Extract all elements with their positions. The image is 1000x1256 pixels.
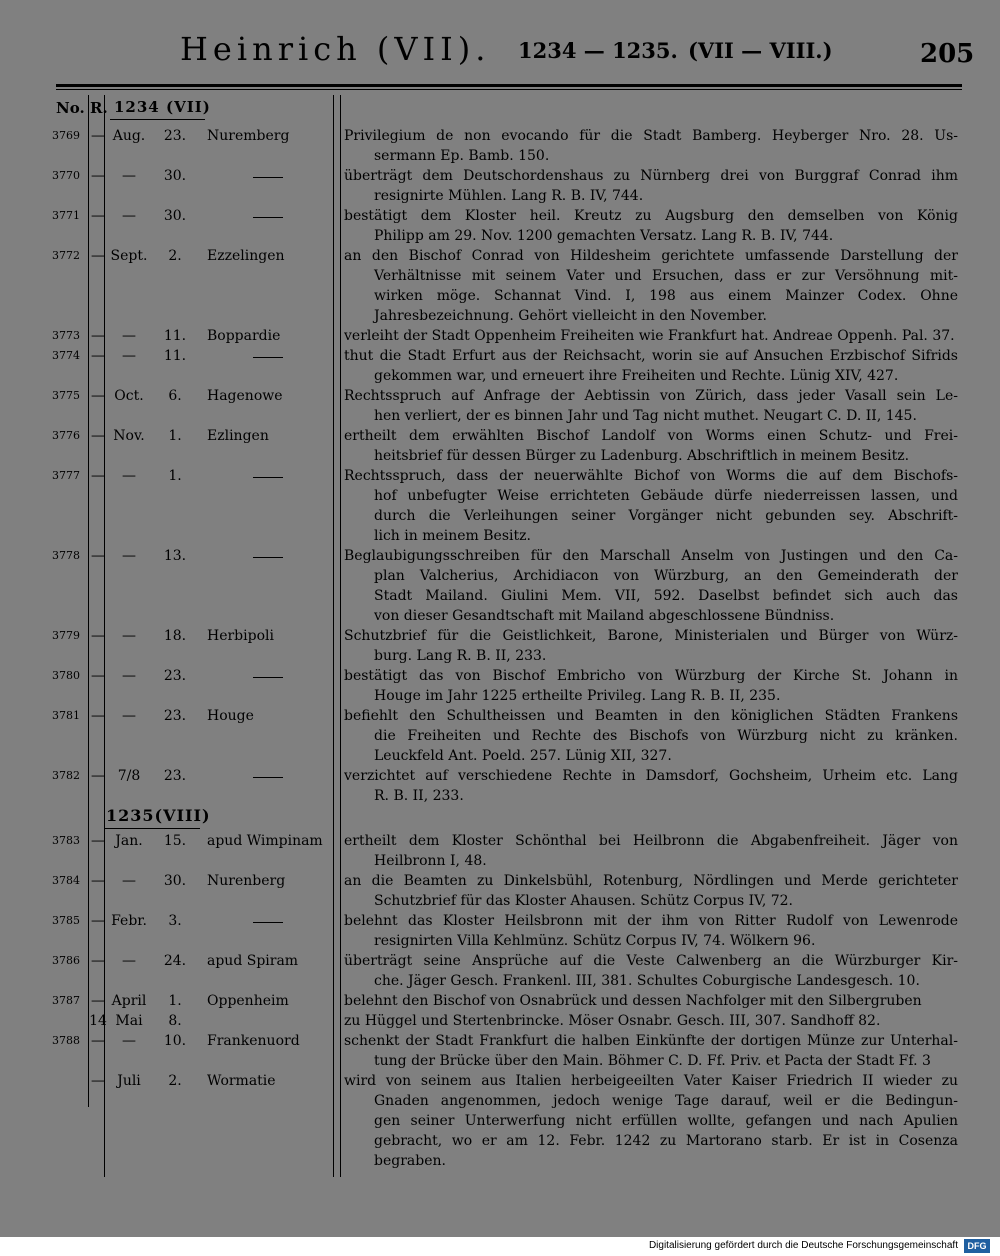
entry-text: [344, 166, 958, 206]
entry-month: Febr.: [111, 913, 147, 929]
entry-place: Ezzelingen: [207, 248, 285, 264]
entry-text-line: Stadt Mailand. Giulini Mem. VII, 592. Daselbst befindet sich auch das: [374, 588, 958, 604]
entry-day: 23.: [163, 708, 187, 724]
entry-text-line: an die Beamten zu Dinkelsbühl, Rotenburg, Nördlingen und Merde gerichteter: [344, 873, 958, 889]
entry-number: 3777: [52, 469, 80, 482]
entry-day: 23.: [163, 668, 187, 684]
entry-text-line: Heilbronn I, 48.: [374, 853, 487, 869]
entry-text: [344, 386, 958, 426]
entry-month: Oct.: [114, 388, 144, 404]
entry-day: 15.: [163, 833, 187, 849]
entry-number: 3786: [52, 954, 80, 967]
ditto-dash: [253, 357, 283, 358]
entry-text: [344, 346, 958, 386]
entry-text-line: Houge im Jahr 1225 ertheilte Privileg. Lang R. B. II, 235.: [374, 688, 781, 704]
entry-text: [344, 626, 958, 666]
entry-month: April: [111, 993, 147, 1009]
entry-text-line: überträgt seine Ansprüche auf die Veste Calwenberg an die Würzburger Kir-: [344, 953, 958, 969]
header-years: 1234 — 1235.: [518, 38, 678, 63]
entry-r-mark: —: [91, 833, 105, 849]
entry-text-line: begraben.: [374, 1153, 446, 1169]
entry-number: 3782: [52, 769, 80, 782]
entry-day: 8.: [168, 1013, 182, 1029]
column-header-r: R.: [90, 99, 108, 117]
entry-day: 2.: [168, 1073, 182, 1089]
entry-number: 3775: [52, 389, 80, 402]
entry-r-mark: —: [91, 208, 105, 224]
entry-month: —: [122, 668, 136, 684]
entry-text-line: zu Hüggel und Stertenbrincke. Möser Osnabr. Gesch. III, 307. Sandhoff 82.: [344, 1013, 881, 1029]
entry-text-line: resignirte Mühlen. Lang R. B. IV, 744.: [374, 188, 644, 204]
entry-number: 3788: [52, 1034, 80, 1047]
entry-day: 11.: [163, 328, 187, 344]
entry-text-line: Verhältnisse mit seinem Vater und Ersuchen, dass er zur Versöhnung mit-: [374, 268, 958, 284]
entry-day: 1.: [168, 428, 182, 444]
entry-text-line: Rechtsspruch, dass der neuerwählte Bichof von Worms die auf dem Bischofs-: [344, 468, 958, 484]
entry-text-line: durch die Verleihungen seiner Vorgänger nicht gebunden sey. Abschrift-: [374, 508, 958, 524]
entry-number: 3772: [52, 249, 80, 262]
entry-text-line: bestätigt das von Bischof Embricho von Würzburg der Kirche St. Johann in: [344, 668, 958, 684]
entry-place: Wormatie: [207, 1073, 276, 1089]
entry-text-line: sermann Ep. Bamb. 150.: [374, 148, 550, 164]
entry-text: [344, 871, 958, 911]
entry-text-line: hof unbefugter Weise errichteten Gebäude dürfe niederreissen lassen, und: [374, 488, 958, 504]
entry-day: 1.: [168, 468, 182, 484]
entry-day: 23.: [163, 768, 187, 784]
entry-text: [344, 911, 958, 951]
entry-number: 3774: [52, 349, 80, 362]
entry-r-mark: —: [91, 248, 105, 264]
ditto-dash: [253, 557, 283, 558]
entry-text-line: Gnaden angenommen, jedoch wenige Tage darauf, weil er die Bedingun-: [374, 1093, 958, 1109]
entry-day: 23.: [163, 128, 187, 144]
entry-place: Nurenberg: [207, 873, 286, 889]
ditto-dash: [253, 922, 283, 923]
entry-month: —: [122, 1033, 136, 1049]
entry-r-mark: —: [91, 328, 105, 344]
entry-text-line: heitsbrief für dessen Bürger zu Ladenburg. Abschriftlich in meinem Besitz.: [374, 448, 910, 464]
entry-text-line: gekommen war, und erneuert ihre Freiheiten und Rechte. Lünig XIV, 427.: [374, 368, 899, 384]
entry-text-line: Schutzbrief für das Kloster Ahausen. Schütz Corpus IV, 72.: [374, 893, 794, 909]
entry-text: [344, 831, 958, 871]
entry-text-line: Schutzbrief für die Geistlichkeit, Barone, Ministerialen und Bürger von Würz-: [344, 628, 958, 644]
entry-day: 30.: [163, 168, 187, 184]
entry-text-line: resignirten Villa Kehlmünz. Schütz Corpus IV, 74. Wölkern 96.: [374, 933, 816, 949]
column-line-text: [340, 95, 341, 1177]
header-reign: (VII — VIII.): [688, 38, 833, 63]
entry-text-line: von dieser Gesandtschaft mit Mailand abgeschlossene Bündniss.: [374, 608, 835, 624]
entry-place: Boppardie: [207, 328, 281, 344]
entry-month: Mai: [115, 1013, 143, 1029]
entry-place: apud Wimpinam: [207, 833, 323, 849]
entry-r-mark: —: [91, 913, 105, 929]
entry-number: 3780: [52, 669, 80, 682]
entry-text: [344, 706, 958, 766]
entry-number: 3785: [52, 914, 80, 927]
entry-month: —: [122, 328, 136, 344]
entry-r-mark: —: [91, 388, 105, 404]
entry-text-line: tung der Brücke über den Main. Böhmer C. D. Ff. Priv. et Pacta der Stadt Ff. 3: [374, 1053, 931, 1069]
entry-text: [344, 546, 958, 626]
header-name: Heinrich (VII).: [180, 30, 491, 68]
entry-place: Nuremberg: [207, 128, 290, 144]
entry-text-line: bestätigt dem Kloster heil. Kreutz zu Augsburg den demselben von König: [344, 208, 958, 224]
entry-number: 3783: [52, 834, 80, 847]
entry-text: [344, 991, 958, 1011]
ditto-dash: [253, 777, 283, 778]
entry-place: Oppenheim: [207, 993, 289, 1009]
entry-month: —: [122, 548, 136, 564]
page-header: [0, 30, 1000, 74]
entry-text-line: lich in meinem Besitz.: [374, 528, 531, 544]
entry-month: Jan.: [115, 833, 143, 849]
entry-text-line: ertheilt dem erwählten Bischof Landolf von Worms einen Schutz- und Frei-: [344, 428, 958, 444]
entry-text-line: verleiht der Stadt Oppenheim Freiheiten wie Frankfurt hat. Andreae Oppenh. Pal. 37.: [344, 328, 955, 344]
entry-text-line: Philipp am 29. Nov. 1200 gemachten Versatz. Lang R. B. IV, 744.: [374, 228, 834, 244]
entry-month: Nov.: [113, 428, 145, 444]
entry-r-mark: 14: [89, 1013, 107, 1029]
entry-day: 18.: [163, 628, 187, 644]
entry-place: Ezlingen: [207, 428, 269, 444]
entry-r-mark: —: [91, 548, 105, 564]
ditto-dash: [253, 177, 283, 178]
header-rule: [56, 84, 962, 87]
entry-month: —: [122, 468, 136, 484]
entry-r-mark: —: [91, 348, 105, 364]
entry-text-line: verzichtet auf verschiedene Rechte in Damsdorf, Gochsheim, Urheim etc. Lang: [344, 768, 958, 784]
entry-r-mark: —: [91, 1033, 105, 1049]
entry-text: [344, 326, 958, 346]
entry-text-line: ertheilt dem Kloster Schönthal bei Heilbronn die Abgabenfreiheit. Jäger von: [344, 833, 958, 849]
entry-number: 3769: [52, 129, 80, 142]
entry-r-mark: —: [91, 953, 105, 969]
ditto-dash: [253, 677, 283, 678]
entry-day: 13.: [163, 548, 187, 564]
entry-number: 3779: [52, 629, 80, 642]
entry-r-mark: —: [91, 1073, 105, 1089]
entry-text: [344, 766, 958, 806]
dfg-logo: DFG: [964, 1239, 990, 1253]
year-underline: [110, 119, 205, 120]
entry-text-line: Beglaubigungsschreiben für den Marschall Anselm von Justingen und den Ca-: [344, 548, 958, 564]
year-heading-1235: 1235(VIII): [106, 806, 211, 825]
entry-text-line: thut die Stadt Erfurt aus der Reichsacht, worin sie auf Ansuchen Erzbischof Sifrids: [344, 348, 958, 364]
entry-day: 24.: [163, 953, 187, 969]
entry-day: 30.: [163, 208, 187, 224]
entry-place: apud Spiram: [207, 953, 299, 969]
entry-text-line: überträgt dem Deutschordenshaus zu Nürnberg drei von Burggraf Conrad ihm: [344, 168, 958, 184]
entry-text-line: schenkt der Stadt Frankfurt die halben Einkünfte der dortigen Münze zur Unterhal-: [344, 1033, 958, 1049]
entry-text-line: an den Bischof Conrad von Hildesheim gerichtete umfassende Darstellung der: [344, 248, 958, 264]
entry-month: —: [122, 628, 136, 644]
entry-text: [344, 206, 958, 246]
entry-month: —: [122, 168, 136, 184]
entry-text-line: R. B. II, 233.: [374, 788, 464, 804]
entry-text-line: Leuckfeld Ant. Poeld. 257. Lünig XII, 327.: [374, 748, 672, 764]
entry-place: Frankenuord: [207, 1033, 300, 1049]
entry-r-mark: —: [91, 628, 105, 644]
entry-r-mark: —: [91, 768, 105, 784]
entry-r-mark: —: [91, 708, 105, 724]
ditto-dash: [253, 477, 283, 478]
entry-r-mark: —: [91, 428, 105, 444]
entry-day: 3.: [168, 913, 182, 929]
entry-text-line: Jahresbezeichnung. Gehört vielleicht in den November.: [374, 308, 767, 324]
entry-text: [344, 126, 958, 166]
entry-text-line: Privilegium de non evocando für die Stadt Bamberg. Heyberger Nro. 28. Us-: [344, 128, 958, 144]
column-header-no: No.: [56, 99, 85, 117]
entry-number: 3773: [52, 329, 80, 342]
entry-text-line: belehnt den Bischof von Osnabrück und dessen Nachfolger mit den Silbergruben: [344, 993, 922, 1009]
entry-day: 1.: [168, 993, 182, 1009]
entry-number: 3787: [52, 994, 80, 1007]
entry-r-mark: —: [91, 468, 105, 484]
entry-month: Sept.: [110, 248, 148, 264]
entry-text-line: wirken möge. Schannat Vind. I, 198 aus einem Mainzer Codex. Ohne: [374, 288, 958, 304]
entry-day: 30.: [163, 873, 187, 889]
entry-number: 3784: [52, 874, 80, 887]
footer-text: Digitalisierung gefördert durch die Deutsche Forschungsgemeinschaft: [648, 1240, 958, 1251]
entry-text-line: die Freiheiten und Rechte des Bischofs von Würzburg nicht zu kränken.: [374, 728, 958, 744]
entry-text-line: che. Jäger Gesch. Frankenl. III, 381. Schultes Coburgische Landesgesch. 10.: [374, 973, 920, 989]
entry-text-line: burg. Lang R. B. II, 233.: [374, 648, 547, 664]
entry-text-line: hen verliert, der es binnen Jahr und Tag nicht muthet. Neugart C. D. II, 145.: [374, 408, 917, 424]
entry-text: [344, 246, 958, 326]
entry-text-line: befiehlt den Schultheissen und Beamten in den königlichen Städten Frankens: [344, 708, 958, 724]
entry-month: Aug.: [112, 128, 146, 144]
entry-place: Hagenowe: [207, 388, 283, 404]
entry-month: 7/8: [117, 768, 141, 784]
entry-r-mark: —: [91, 128, 105, 144]
page-number: 205: [920, 39, 975, 69]
entry-text-line: wird von seinem aus Italien herbeigeeilten Vater Kaiser Friedrich II wieder zu: [344, 1073, 958, 1089]
entry-place: Houge: [207, 708, 254, 724]
entry-text-line: belehnt das Kloster Heilsbronn mit der ihm von Ritter Rudolf von Lewenrode: [344, 913, 958, 929]
entry-month: —: [122, 348, 136, 364]
entry-r-mark: —: [91, 993, 105, 1009]
entry-r-mark: —: [91, 873, 105, 889]
entry-place: Herbipoli: [207, 628, 274, 644]
entry-text: [344, 426, 958, 466]
year-heading-1234: 1234 (VII): [114, 98, 211, 116]
entry-number: 3771: [52, 209, 80, 222]
entry-month: —: [122, 873, 136, 889]
entry-number: 3781: [52, 709, 80, 722]
entry-r-mark: —: [91, 168, 105, 184]
entry-text: [344, 1031, 958, 1071]
column-line-place: [333, 95, 334, 1177]
year-underline: [104, 828, 200, 829]
entry-text: [344, 1011, 958, 1031]
ditto-dash: [253, 217, 283, 218]
entry-day: 2.: [168, 248, 182, 264]
entry-text-line: Rechtsspruch auf Anfrage der Aebtissin von Zürich, dass jeder Vasall sein Le-: [344, 388, 958, 404]
entry-day: 6.: [168, 388, 182, 404]
footer: [0, 1237, 1000, 1256]
entry-month: Juli: [117, 1073, 141, 1089]
entry-text: [344, 1071, 958, 1171]
entry-month: —: [122, 953, 136, 969]
header-rule-thin: [56, 89, 962, 90]
entry-number: 3770: [52, 169, 80, 182]
entry-month: —: [122, 208, 136, 224]
entry-number: 3778: [52, 549, 80, 562]
entry-r-mark: —: [91, 668, 105, 684]
entry-text: [344, 951, 958, 991]
entry-day: 10.: [163, 1033, 187, 1049]
entry-text-line: gebracht, wo er am 12. Febr. 1242 zu Martorano starb. Er ist in Cosenza: [374, 1133, 958, 1149]
entry-day: 11.: [163, 348, 187, 364]
entry-month: —: [122, 708, 136, 724]
entry-number: 3776: [52, 429, 80, 442]
entry-text-line: gen seiner Unterwerfung nicht erfüllen wollte, gefangen und nach Apulien: [374, 1113, 958, 1129]
entry-text-line: plan Valcherius, Archidiacon von Würzburg, an den Gemeinderath der: [374, 568, 958, 584]
entry-text: [344, 466, 958, 546]
entry-text: [344, 666, 958, 706]
